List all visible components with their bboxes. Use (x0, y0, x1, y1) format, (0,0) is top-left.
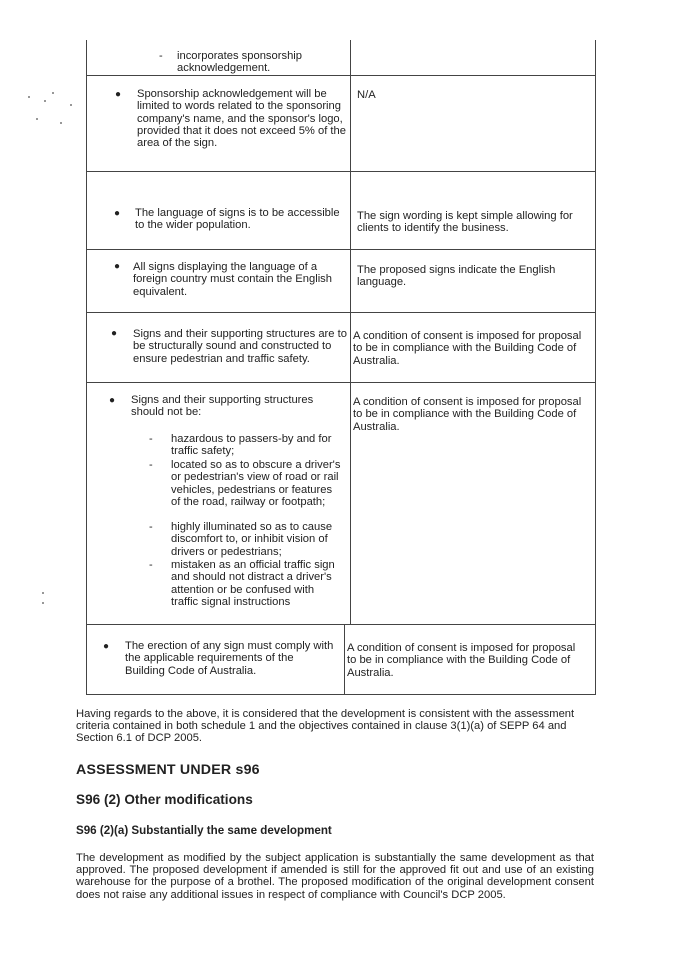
list-dash: - (149, 433, 153, 445)
comment-text: The proposed signs indicate the English language. (357, 264, 556, 289)
table-row (86, 313, 596, 383)
table-cell-comment (351, 40, 595, 75)
scan-speck (28, 96, 30, 98)
subsection-heading: S96 (2) Other modifications (76, 792, 253, 807)
table-cell-comment (351, 313, 595, 382)
table-cell-comment (345, 625, 595, 694)
bullet-icon: ● (109, 395, 116, 406)
scan-speck (42, 592, 44, 594)
table-cell-criterion (87, 40, 351, 75)
criteria-table (86, 40, 596, 695)
summary-paragraph: Having regards to the above, it is considered that the development is consistent with the assessment criteria contained in both schedule 1 and the objectives contained in clause 3(1)(a) of SEPP 64 and Section 6.1 of DCP 2005. (76, 708, 575, 745)
comment-text: N/A (357, 89, 376, 101)
subsubsection-heading: S96 (2)(a) Substantially the same development (76, 824, 332, 837)
sub-item: mistaken as an official traffic sign and should not distract a driver's attention or be confused with traffic signal instructions (171, 559, 335, 608)
criterion-text: incorporates sponsorship acknowledgement. (177, 50, 302, 75)
scan-speck (52, 92, 54, 94)
table-row (86, 172, 596, 250)
table-cell-criterion (87, 625, 345, 694)
criterion-text: Sponsorship acknowledgement will be limited to words related to the sponsoring company's name, and the sponsor's logo, provided that it does not exceed 5% of the area of the sign. (137, 88, 346, 150)
scan-speck (70, 104, 72, 106)
table-cell-comment (351, 76, 595, 171)
sub-item: located so as to obscure a driver's or pedestrian's view of road or rail vehicles, pedestrians or features of the road, railway or footpath; (171, 459, 341, 508)
bullet-icon: ● (111, 328, 118, 339)
list-dash: - (159, 50, 163, 62)
list-dash: - (149, 559, 153, 571)
body-paragraph: The development as modified by the subject application is substantially the same development as that approved. The proposed development if amended is still for the approved fit out and use of an existing warehouse for the purpose of a brothel. The proposed modification of the original development consent does not raise any additional issues in respect of compliance with Council's DCP 2005. (76, 852, 594, 901)
table-row (86, 40, 596, 76)
comment-text: A condition of consent is imposed for proposal to be in compliance with the Building Code of Australia. (353, 330, 582, 367)
list-dash: - (149, 521, 153, 533)
criterion-text: All signs displaying the language of a foreign country must contain the English equivalent. (133, 261, 332, 298)
scan-speck (36, 118, 38, 120)
table-cell-comment (351, 172, 595, 249)
scan-speck (44, 100, 46, 102)
criterion-text: The erection of any sign must comply with the applicable requirements of the Building Code of Australia. (125, 640, 334, 677)
criterion-text: Signs and their supporting structures are to be structurally sound and constructed to ensure pedestrian and traffic safety. (133, 328, 347, 365)
table-cell-comment (351, 383, 595, 624)
list-dash: - (149, 459, 153, 471)
scan-speck (42, 602, 44, 604)
sub-item: hazardous to passers-by and for traffic safety; (171, 433, 332, 458)
criterion-text: Signs and their supporting structures should not be: (131, 394, 314, 419)
comment-text: A condition of consent is imposed for proposal to be in compliance with the Building Code of Australia. (353, 396, 582, 433)
bullet-icon: ● (115, 89, 122, 100)
table-cell-criterion (87, 172, 351, 249)
comment-text: A condition of consent is imposed for proposal to be in compliance with the Building Code of Australia. (347, 642, 576, 679)
sub-item: highly illuminated so as to cause discomfort to, or inhibit vision of drivers or pedestrians; (171, 521, 333, 558)
comment-text: The sign wording is kept simple allowing for clients to identify the business. (357, 210, 573, 235)
section-heading: ASSESSMENT UNDER s96 (76, 762, 260, 778)
scan-speck (60, 122, 62, 124)
table-row (86, 76, 596, 172)
bullet-icon: ● (114, 261, 121, 272)
table-cell-criterion (87, 250, 351, 312)
table-cell-criterion (87, 76, 351, 171)
criterion-text: The language of signs is to be accessible to the wider population. (135, 207, 340, 232)
bullet-icon: ● (103, 641, 110, 652)
bullet-icon: ● (114, 208, 121, 219)
table-row (86, 625, 596, 695)
table-cell-comment (351, 250, 595, 312)
table-row (86, 250, 596, 313)
table-row (86, 383, 596, 625)
table-cell-criterion (87, 313, 351, 382)
table-cell-criterion (87, 383, 351, 624)
